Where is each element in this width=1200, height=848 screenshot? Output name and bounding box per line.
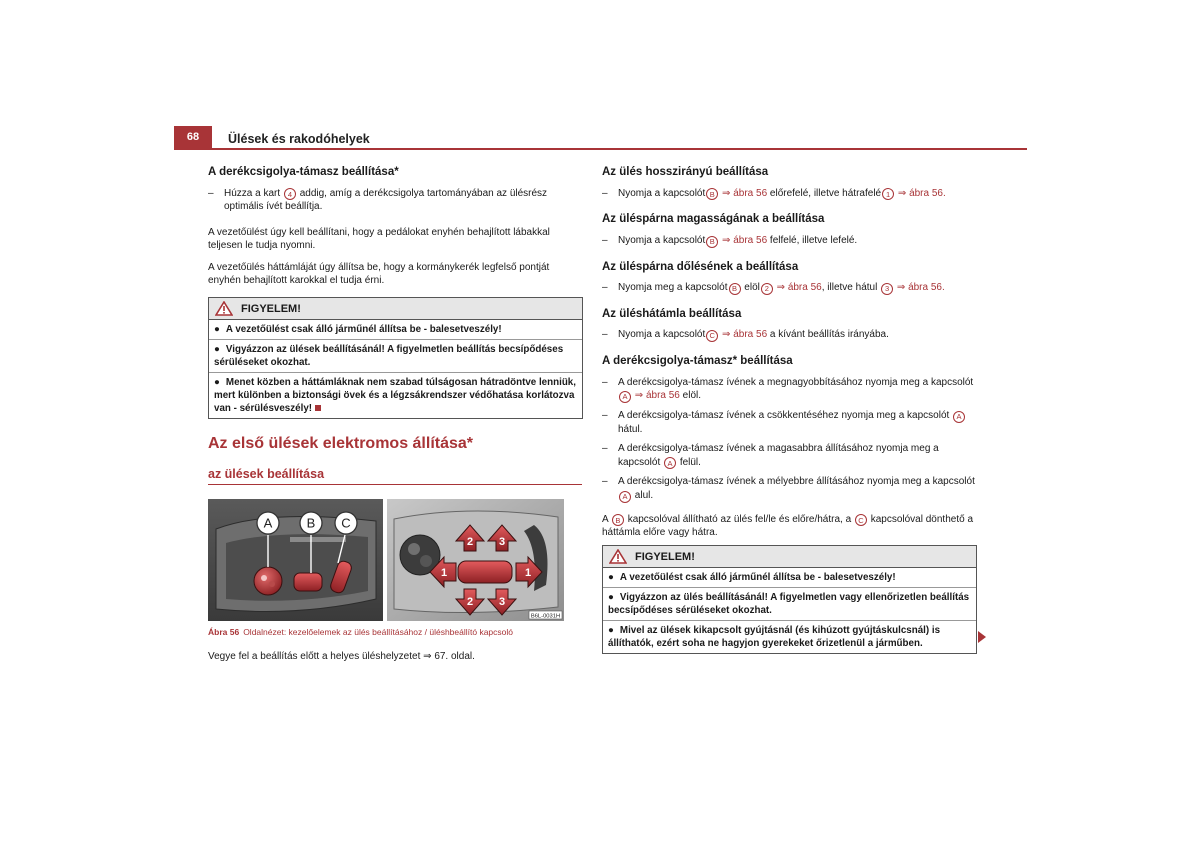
left-column — [208, 166, 583, 296]
dash-mark: – — [602, 443, 608, 454]
callout-a-icon: A — [953, 411, 965, 423]
lumbar-heading: A derékcsigolya-támasz beállítása* — [208, 166, 399, 178]
bullet-icon: ● — [608, 625, 614, 636]
label-a-icon — [257, 512, 279, 534]
callout-3-icon: 3 — [881, 283, 893, 295]
height-step: – Nyomja a kapcsolót B ⇒ ábra 56 felfelé, illetve lefelé. — [602, 234, 858, 246]
end-of-section-icon — [315, 405, 321, 411]
section-title: Az első ülések elektromos állítása* — [208, 435, 474, 452]
longitudinal-step: – Nyomja a kapcsolót B ⇒ ábra 56 előrefelé, illetve hátrafelé 1 ⇒ ábra 56. — [602, 187, 946, 199]
bullet-icon: ● — [214, 344, 220, 355]
dash-mark: – — [602, 376, 608, 388]
figure-link[interactable]: ⇒ ábra 56 — [634, 390, 680, 401]
warning-header — [603, 546, 976, 568]
lumbar-step: – A derékcsigolya-támasz ívének a megnagyobbításához nyomja meg a kapcsolót A ⇒ ábra 56 elöl. — [602, 376, 974, 401]
warning-item: ● A vezetőülést csak álló járműnél állítsa be - balesetveszély! — [214, 324, 502, 335]
warning-box-left — [208, 297, 583, 419]
warning-header — [209, 298, 582, 320]
bullet-icon: ● — [214, 324, 220, 335]
backrest-step: – Nyomja a kapcsolót C ⇒ ábra 56 a kívánt beállítás irányába. — [602, 329, 889, 341]
callout-4-icon: 4 — [284, 188, 296, 200]
lumbar-step: – A derékcsigolya-támasz ívének a csökkentéséhez nyomja meg a kapcsolót A hátul. — [602, 409, 977, 436]
warning-item: ● Vigyázzon az ülések beállításánál! A figyelmetlen beállítás becsípődéses sérüléseket okozhat. — [209, 339, 582, 372]
subsection-rule — [208, 484, 582, 485]
figure-caption: Ábra 56 Oldalnézet: kezelőelemek az ülés beállításához / üléshbeállító kapcsoló — [208, 627, 513, 637]
bullet-icon: ● — [608, 572, 614, 583]
bottom-note: Vegye fel a beállítás előtt a helyes üléshelyzetet ⇒ 67. oldal. — [208, 651, 475, 662]
dash-mark: – — [208, 187, 214, 199]
callout-a-icon: A — [619, 391, 631, 403]
svg-text:B: B — [306, 515, 316, 531]
continue-arrow-icon[interactable] — [978, 631, 986, 643]
header-rule — [174, 148, 1027, 150]
svg-text:C: C — [341, 515, 351, 531]
warning-triangle-icon — [215, 301, 233, 316]
bullet-icon: ● — [214, 377, 220, 388]
figure-link[interactable]: ⇒ ábra 56 — [776, 282, 822, 293]
warning-item: ● Menet közben a háttámláknak nem szabad túlságosan hátradöntve lenniük, mert különben a biztonsági övek és a légzsákrendszer védőhatása korlátozva van - sérülésveszély! — [209, 372, 582, 418]
lumbar-electric-heading: A derékcsigolya-támasz* beállítása — [602, 355, 793, 367]
lumbar-step: – A derékcsigolya-támasz ívének a mélyebbre állításához nyomja meg a kapcsolót A alul. — [602, 476, 975, 501]
paragraph-pedals: A vezetőülést úgy kell beállítani, hogy a pedálokat enyhén behajlított lábakkal teljesen le tudja nyomni. — [208, 226, 550, 252]
label-b-icon — [300, 512, 322, 534]
label-c-icon — [335, 512, 357, 534]
figure-link[interactable]: ⇒ ábra 56 — [722, 329, 768, 341]
warning-box-right — [602, 545, 977, 654]
subsection-title: az ülések beállítása — [208, 467, 325, 481]
callout-2-icon: 2 — [761, 283, 773, 295]
callout-b-icon: B — [706, 188, 718, 200]
lumbar-step: – Húzza a kart 4 addig, amíg a derékcsigolya tartományában az ülésrész optimális ívét beállítja. — [208, 187, 548, 213]
seat-controls-figure — [208, 499, 564, 621]
dash-mark: – — [602, 282, 608, 293]
svg-text:3: 3 — [498, 536, 506, 548]
warning-title: FIGYELEM! — [241, 302, 301, 315]
height-heading: Az üléspárna magasságának a beállítása — [602, 213, 825, 226]
figure-link[interactable]: ⇒ ábra 56. — [897, 187, 946, 199]
dash-mark: – — [602, 329, 608, 341]
right-column — [602, 166, 977, 548]
chapter-title: Ülések és rakodóhelyek — [228, 132, 370, 146]
warning-triangle-icon — [609, 549, 627, 564]
callout-c-icon: C — [855, 514, 867, 526]
arrow-ref-icon: ⇒ — [423, 651, 432, 662]
warning-item: ● Mivel az ülések kikapcsolt gyújtásnál (és kihúzott gyújtáskulcsnál) is állíthatók, ezért soha ne hagyjon gyerekeket őrizetlenül a járműben. — [603, 620, 976, 653]
lumbar-switch-icon — [254, 567, 282, 595]
svg-text:A: A — [263, 515, 273, 531]
svg-text:1: 1 — [440, 567, 448, 579]
dash-mark: – — [602, 234, 608, 246]
seat-switch-icon — [294, 573, 322, 591]
svg-text:3: 3 — [498, 596, 506, 608]
warning-title: FIGYELEM! — [635, 550, 695, 563]
callout-b-icon: B — [612, 514, 624, 526]
callout-1-icon: 1 — [882, 188, 894, 200]
dash-mark: – — [602, 187, 608, 199]
callout-a-icon: A — [664, 457, 676, 469]
warning-item: ● A vezetőülést csak álló járműnél állítsa be - balesetveszély! — [608, 572, 896, 583]
callout-b-icon: B — [706, 236, 718, 248]
callout-b-icon: B — [729, 283, 741, 295]
page-number: 68 — [174, 126, 212, 148]
switch-summary: A B kapcsolóval állítható az ülés fel/le és előre/hátra, a C kapcsolóval dönthető a háttámla előre vagy hátra. — [602, 513, 974, 539]
dash-mark: – — [602, 409, 608, 421]
seat-switch-closeup-icon — [458, 561, 512, 583]
figure-56 — [208, 499, 564, 621]
svg-text:1: 1 — [524, 567, 532, 579]
warning-item: ● Vigyázzon az ülés beállításánál! A figyelmetlen vagy ellenőrizetlen beállítás becsípődéses sérüléseket okozhat. — [603, 587, 976, 620]
figure-code: B6L-0031H — [530, 613, 561, 620]
longitudinal-heading: Az ülés hosszirányú beállítása — [602, 166, 769, 178]
bullet-icon: ● — [608, 592, 614, 603]
tilt-step: – Nyomja meg a kapcsolót B elöl 2 ⇒ ábra 56, illetve hátul 3 ⇒ ábra 56. — [602, 282, 945, 293]
dash-mark: – — [602, 476, 608, 488]
paragraph-backrest: A vezetőülés háttámláját úgy állítsa be, hogy a kormánykerék legfelső pontját enyhén behajlított karokkal el tudja érni. — [208, 261, 550, 287]
tilt-heading: Az üléspárna dőlésének a beállítása — [602, 260, 799, 273]
figure-link[interactable]: ⇒ ábra 56. — [896, 282, 945, 293]
callout-c-icon: C — [706, 330, 718, 342]
lumbar-step: – A derékcsigolya-támasz ívének a magasabbra állításához nyomja meg a kapcsolót A felül. — [602, 443, 939, 468]
callout-a-icon: A — [619, 491, 631, 503]
svg-text:2: 2 — [466, 536, 474, 548]
figure-link[interactable]: ⇒ ábra 56 — [722, 187, 768, 199]
figure-link[interactable]: ⇒ ábra 56 — [722, 234, 768, 246]
backrest-heading: Az üléshátámla beállítása — [602, 307, 742, 320]
svg-text:2: 2 — [466, 596, 474, 608]
